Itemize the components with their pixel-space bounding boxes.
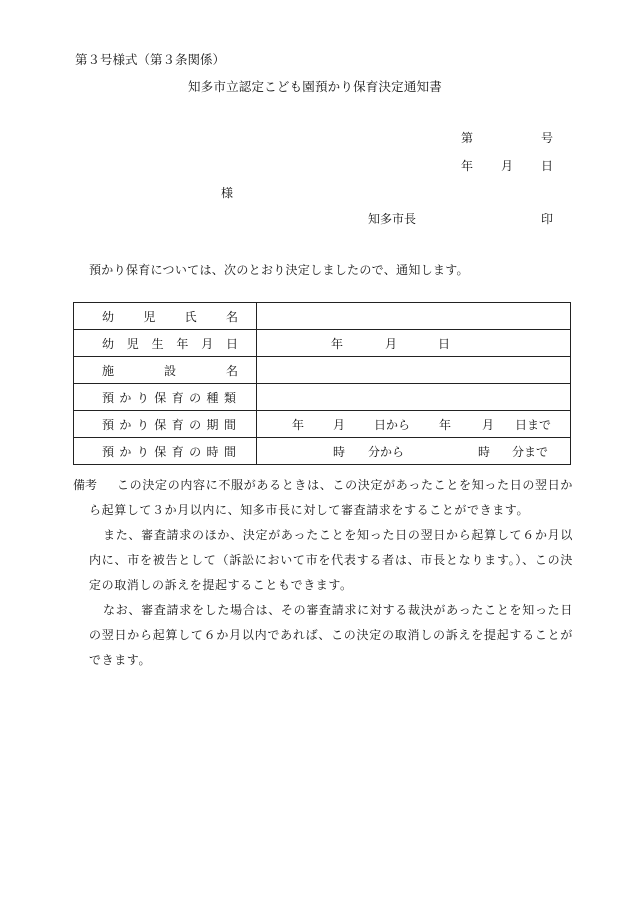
label-char: 保: [154, 390, 167, 405]
label-char: 児: [126, 336, 139, 351]
time-start-hour: 時: [333, 444, 346, 459]
label-char: 類: [223, 390, 236, 405]
period-end-year: 年: [439, 417, 452, 432]
label-char: 育: [171, 417, 184, 432]
time-end-minute: 分まで: [512, 444, 549, 459]
label-char: 保: [154, 444, 167, 459]
remarks-section: [73, 473, 573, 673]
label-char: か: [119, 444, 132, 459]
label-char: 時: [206, 444, 219, 459]
facility-value: [257, 357, 571, 384]
table-row: [74, 384, 571, 411]
label-char: の: [189, 417, 202, 432]
care-time-value: [257, 438, 571, 465]
care-period-value: [257, 411, 571, 438]
issuer-name: 知多市長: [368, 212, 417, 226]
period-end-month: 月: [482, 417, 495, 432]
care-type-value: [257, 384, 571, 411]
number-suffix: 号: [540, 131, 553, 145]
issue-date-line: [461, 157, 553, 174]
label-char: 間: [223, 417, 236, 432]
date-year: 年: [461, 159, 474, 173]
label-char: 期: [206, 417, 219, 432]
label-char: か: [119, 390, 132, 405]
label-char: 育: [171, 444, 184, 459]
birth-day: 日: [438, 336, 451, 351]
label-char: 児: [143, 309, 156, 324]
label-char: 年: [176, 336, 189, 351]
label-char: 預: [102, 390, 115, 405]
table-row: [74, 357, 571, 384]
period-start-day: 日から: [374, 417, 411, 432]
row-label: [74, 303, 257, 330]
label-char: り: [136, 390, 149, 405]
period-start-year: 年: [292, 417, 305, 432]
label-char: 間: [223, 444, 236, 459]
label-char: 名: [225, 309, 238, 324]
row-label: [74, 357, 257, 384]
document-number-line: [461, 129, 553, 146]
row-label: [74, 438, 257, 465]
birth-year: 年: [331, 336, 344, 351]
label-char: り: [136, 417, 149, 432]
facility-label: [102, 362, 238, 379]
label-char: 育: [171, 390, 184, 405]
label-char: 預: [102, 417, 115, 432]
care-type-label: [102, 389, 236, 406]
time-end-hour: 時: [478, 444, 491, 459]
row-label: [74, 330, 257, 357]
child-name-value: [257, 303, 571, 330]
care-period-label: [102, 416, 236, 433]
label-char: 名: [225, 363, 238, 378]
label-char: 預: [102, 444, 115, 459]
form-number: 第３号様式（第３条関係）: [75, 52, 226, 67]
date-day: 日: [540, 159, 553, 173]
remarks-paragraph: また、審査請求のほか、決定があったことを知った日の翌日から起算して６か月以内に、市を被告として（訴訟において市を代表する者は、市長となります。）、この決定の取消しの訴えを提起することもできます。: [89, 528, 573, 592]
birthdate-value: [257, 330, 571, 357]
label-char: の: [189, 444, 202, 459]
care-time-label: [102, 443, 236, 460]
number-prefix: 第: [461, 131, 474, 145]
document-title: 知多市立認定こども園預かり保育決定通知書: [187, 79, 442, 94]
label-char: 保: [154, 417, 167, 432]
birthdate-label: [102, 335, 238, 352]
intro-text: 預かり保育については、次のとおり決定しましたので、通知します。: [89, 263, 469, 277]
child-name-label: [102, 308, 238, 325]
decision-table: [73, 302, 571, 465]
remarks-heading: 備考: [73, 478, 98, 492]
period-end-day: 日まで: [515, 417, 552, 432]
label-char: か: [119, 417, 132, 432]
table-row: [74, 438, 571, 465]
label-char: 日: [225, 336, 238, 351]
table-row: [74, 303, 571, 330]
remarks-paragraph: この決定の内容に不服があるときは、この決定があったことを知った日の翌日から起算して３か月以内に、知多市長に対して審査請求をすることができます。: [89, 478, 573, 517]
label-char: 氏: [184, 309, 197, 324]
birth-month: 月: [385, 336, 398, 351]
label-char: 幼: [102, 309, 115, 324]
label-char: り: [136, 444, 149, 459]
label-char: 施: [102, 363, 115, 378]
label-char: 幼: [102, 336, 115, 351]
period-start-month: 月: [333, 417, 346, 432]
label-char: 月: [201, 336, 214, 351]
label-char: の: [189, 390, 202, 405]
label-char: 生: [151, 336, 164, 351]
label-char: 種: [206, 390, 219, 405]
row-label: [74, 411, 257, 438]
table-row: [74, 330, 571, 357]
label-char: 設: [163, 363, 176, 378]
date-month: 月: [500, 159, 513, 173]
table-row: [74, 411, 571, 438]
remarks-paragraph: なお、審査請求をした場合は、その審査請求に対する裁決があったことを知った日の翌日から起算して６か月以内であれば、この決定の取消しの訴えを提起することができます。: [89, 603, 573, 667]
row-label: [74, 384, 257, 411]
time-start-minute: 分から: [368, 444, 405, 459]
addressee-suffix: 様: [221, 186, 234, 200]
seal-mark: 印: [541, 212, 554, 226]
